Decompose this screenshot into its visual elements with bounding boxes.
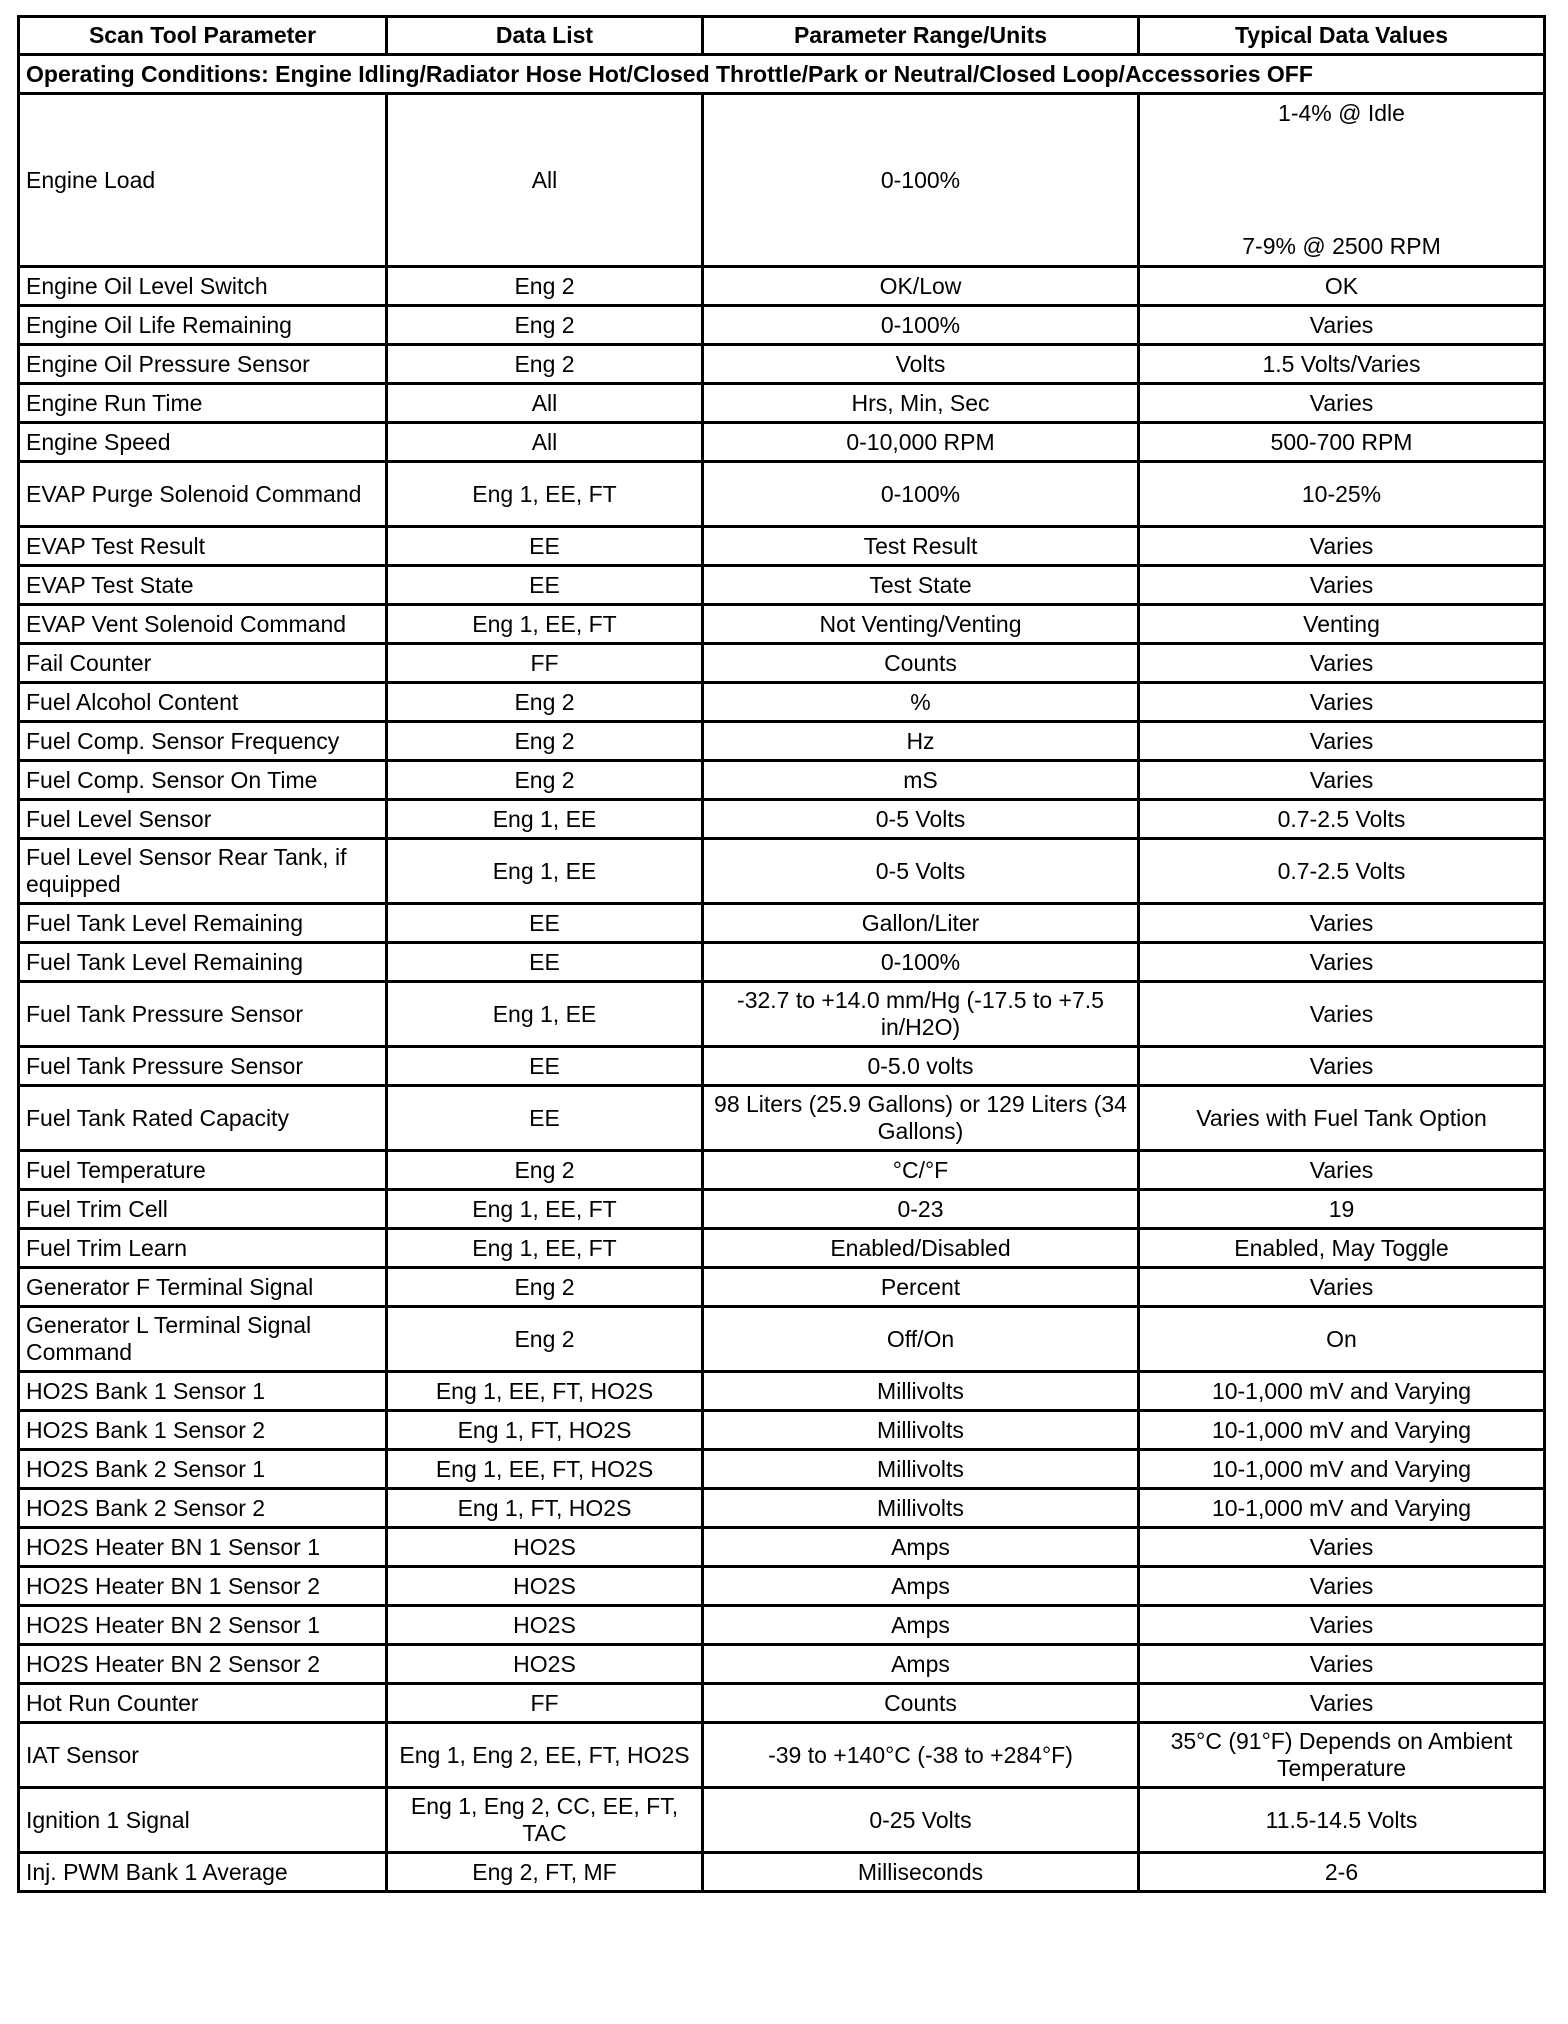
table-row [19,839,1545,904]
data-list-cell: Eng 1, FT, HO2S [387,1489,703,1528]
table-row [19,423,1545,462]
table-row [19,1567,1545,1606]
range-cell: Off/On [703,1307,1139,1372]
range-cell: Not Venting/Venting [703,605,1139,644]
data-list-cell: EE [387,904,703,943]
table-row [19,982,1545,1047]
parameter-cell: Generator L Terminal Signal Command [19,1307,387,1372]
data-list-cell: EE [387,1086,703,1151]
range-cell: OK/Low [703,267,1139,306]
parameter-cell: HO2S Heater BN 1 Sensor 2 [19,1567,387,1606]
parameter-cell: Engine Speed [19,423,387,462]
data-list-cell: Eng 2 [387,267,703,306]
data-list-cell: HO2S [387,1606,703,1645]
typical-cell: Varies [1139,1684,1545,1723]
typical-cell: 0.7-2.5 Volts [1139,800,1545,839]
range-cell: Millivolts [703,1372,1139,1411]
parameter-cell: Fuel Trim Cell [19,1190,387,1229]
range-cell: 0-100% [703,943,1139,982]
typical-cell: Varies [1139,1151,1545,1190]
parameter-cell: HO2S Bank 2 Sensor 2 [19,1489,387,1528]
data-list-cell: HO2S [387,1645,703,1684]
range-cell: 0-5.0 volts [703,1047,1139,1086]
range-cell: Enabled/Disabled [703,1229,1139,1268]
data-list-cell: EE [387,1047,703,1086]
table-row [19,1047,1545,1086]
table-row [19,1528,1545,1567]
range-cell: Millivolts [703,1411,1139,1450]
table-row [19,1411,1545,1450]
data-list-cell: HO2S [387,1528,703,1567]
data-list-cell: Eng 2 [387,1268,703,1307]
range-cell: Counts [703,644,1139,683]
typical-cell: Varies [1139,904,1545,943]
parameter-cell: Generator F Terminal Signal [19,1268,387,1307]
parameter-cell: Fuel Level Sensor [19,800,387,839]
table-row [19,1489,1545,1528]
table-row [19,1606,1545,1645]
range-cell: Volts [703,345,1139,384]
table-row [19,267,1545,306]
range-cell: Millivolts [703,1489,1139,1528]
table-row [19,527,1545,566]
header-parameter: Scan Tool Parameter [19,17,387,55]
typical-cell [1139,94,1545,267]
data-list-cell: All [387,423,703,462]
parameter-cell: HO2S Heater BN 1 Sensor 1 [19,1528,387,1567]
parameter-cell: Engine Oil Life Remaining [19,306,387,345]
data-list-cell: Eng 1, EE, FT [387,605,703,644]
data-list-cell: EE [387,566,703,605]
parameter-cell: Fuel Comp. Sensor On Time [19,761,387,800]
parameter-cell: Fuel Alcohol Content [19,683,387,722]
table-row [19,904,1545,943]
table-row [19,1229,1545,1268]
range-cell: Amps [703,1606,1139,1645]
range-cell: 0-25 Volts [703,1788,1139,1853]
range-cell: -39 to +140°C (-38 to +284°F) [703,1723,1139,1788]
data-list-cell: Eng 1, EE, FT [387,1229,703,1268]
typical-cell: Varies [1139,1645,1545,1684]
data-list-cell: FF [387,644,703,683]
range-cell: 0-100% [703,306,1139,345]
table-row [19,1372,1545,1411]
parameter-cell: Fuel Comp. Sensor Frequency [19,722,387,761]
typical-cell: 10-25% [1139,462,1545,527]
typical-2500-value: 7-9% @ 2500 RPM [1242,233,1441,259]
typical-cell: Varies [1139,306,1545,345]
range-cell: 0-100% [703,94,1139,267]
data-list-cell: Eng 2 [387,1151,703,1190]
parameter-cell: Fail Counter [19,644,387,683]
table-row [19,683,1545,722]
parameter-cell: IAT Sensor [19,1723,387,1788]
range-cell: Hz [703,722,1139,761]
parameter-cell: Engine Oil Level Switch [19,267,387,306]
typical-cell: Varies [1139,982,1545,1047]
data-list-cell: FF [387,1684,703,1723]
parameter-cell: Fuel Level Sensor Rear Tank, if equipped [19,839,387,904]
parameter-cell: HO2S Bank 2 Sensor 1 [19,1450,387,1489]
parameter-cell: Ignition 1 Signal [19,1788,387,1853]
range-cell: Gallon/Liter [703,904,1139,943]
table-row [19,345,1545,384]
range-cell: 98 Liters (25.9 Gallons) or 129 Liters (34 Gallons) [703,1086,1139,1151]
data-list-cell: Eng 2 [387,1307,703,1372]
typical-cell: 10-1,000 mV and Varying [1139,1450,1545,1489]
parameter-cell: Inj. PWM Bank 1 Average [19,1853,387,1892]
range-cell: °C/°F [703,1151,1139,1190]
parameter-cell: EVAP Purge Solenoid Command [19,462,387,527]
data-list-cell: Eng 1, EE, FT, HO2S [387,1372,703,1411]
table-row [19,1190,1545,1229]
parameter-cell: Engine Oil Pressure Sensor [19,345,387,384]
range-cell: Milliseconds [703,1853,1139,1892]
range-cell: Counts [703,1684,1139,1723]
data-list-cell: Eng 1, EE [387,982,703,1047]
data-list-cell: All [387,384,703,423]
typical-cell: Varies [1139,722,1545,761]
data-list-cell: EE [387,527,703,566]
table-row [19,605,1545,644]
typical-cell: Varies with Fuel Tank Option [1139,1086,1545,1151]
typical-cell: Varies [1139,683,1545,722]
typical-cell: 19 [1139,1190,1545,1229]
range-cell: mS [703,761,1139,800]
typical-cell: Varies [1139,644,1545,683]
data-list-cell: EE [387,943,703,982]
parameter-cell: HO2S Bank 1 Sensor 2 [19,1411,387,1450]
range-cell: % [703,683,1139,722]
data-list-cell: Eng 2 [387,722,703,761]
parameter-cell: HO2S Heater BN 2 Sensor 1 [19,1606,387,1645]
table-row [19,1307,1545,1372]
range-cell: Hrs, Min, Sec [703,384,1139,423]
typical-cell: Varies [1139,761,1545,800]
parameter-cell: Fuel Tank Pressure Sensor [19,982,387,1047]
table-row [19,761,1545,800]
range-cell: 0-100% [703,462,1139,527]
parameter-cell: EVAP Vent Solenoid Command [19,605,387,644]
parameter-cell: Fuel Tank Level Remaining [19,943,387,982]
typical-cell: Venting [1139,605,1545,644]
range-cell: Test Result [703,527,1139,566]
typical-cell: Varies [1139,1047,1545,1086]
table-row [19,94,1545,267]
header-range-units: Parameter Range/Units [703,17,1139,55]
typical-cell: Varies [1139,943,1545,982]
parameter-cell: Fuel Temperature [19,1151,387,1190]
table-row [19,1723,1545,1788]
typical-cell: Varies [1139,1606,1545,1645]
parameter-cell: Fuel Tank Pressure Sensor [19,1047,387,1086]
table-row [19,800,1545,839]
scan-tool-data-table [17,15,1546,1893]
data-list-cell: Eng 2 [387,683,703,722]
parameter-cell: EVAP Test State [19,566,387,605]
header-data-list: Data List [387,17,703,55]
parameter-cell: EVAP Test Result [19,527,387,566]
parameter-cell: Engine Load [19,94,387,267]
range-cell: 0-23 [703,1190,1139,1229]
range-cell: 0-5 Volts [703,839,1139,904]
typical-cell: On [1139,1307,1545,1372]
parameter-cell: Hot Run Counter [19,1684,387,1723]
typical-cell: Varies [1139,527,1545,566]
typical-cell: 1.5 Volts/Varies [1139,345,1545,384]
table-row [19,566,1545,605]
header-typical-values: Typical Data Values [1139,17,1545,55]
data-list-cell: Eng 1, Eng 2, EE, FT, HO2S [387,1723,703,1788]
range-cell: Amps [703,1567,1139,1606]
header-row [19,17,1545,55]
range-cell: 0-10,000 RPM [703,423,1139,462]
typical-idle-value: 1-4% @ Idle [1278,100,1405,126]
data-list-cell: Eng 2 [387,345,703,384]
table-row [19,1151,1545,1190]
data-list-cell: Eng 1, FT, HO2S [387,1411,703,1450]
range-cell: -32.7 to +14.0 mm/Hg (-17.5 to +7.5 in/H2O) [703,982,1139,1047]
typical-cell: Varies [1139,384,1545,423]
table-row [19,1268,1545,1307]
typical-cell: 10-1,000 mV and Varying [1139,1489,1545,1528]
typical-cell: 0.7-2.5 Volts [1139,839,1545,904]
typical-cell: OK [1139,267,1545,306]
operating-conditions-row [19,55,1545,94]
table-row [19,644,1545,683]
table-row [19,1788,1545,1853]
parameter-cell: Engine Run Time [19,384,387,423]
data-list-cell: Eng 2 [387,761,703,800]
parameter-cell: HO2S Heater BN 2 Sensor 2 [19,1645,387,1684]
data-list-cell: Eng 1, EE [387,800,703,839]
typical-cell: 10-1,000 mV and Varying [1139,1372,1545,1411]
typical-cell: 35°C (91°F) Depends on Ambient Temperature [1139,1723,1545,1788]
typical-cell: 2-6 [1139,1853,1545,1892]
range-cell: Test State [703,566,1139,605]
typical-cell: 11.5-14.5 Volts [1139,1788,1545,1853]
table-row [19,462,1545,527]
typical-cell: Varies [1139,1268,1545,1307]
table-row [19,1086,1545,1151]
table-row [19,384,1545,423]
typical-cell: Varies [1139,566,1545,605]
operating-conditions: Operating Conditions: Engine Idling/Radiator Hose Hot/Closed Throttle/Park or Neutral/Closed Loop/Accessories OFF [19,55,1545,94]
range-cell: Millivolts [703,1450,1139,1489]
parameter-cell: Fuel Tank Level Remaining [19,904,387,943]
parameter-cell: HO2S Bank 1 Sensor 1 [19,1372,387,1411]
data-list-cell: Eng 2, FT, MF [387,1853,703,1892]
range-cell: Percent [703,1268,1139,1307]
table-row [19,722,1545,761]
range-cell: Amps [703,1528,1139,1567]
parameter-cell: Fuel Tank Rated Capacity [19,1086,387,1151]
data-list-cell: HO2S [387,1567,703,1606]
table-row [19,1645,1545,1684]
typical-cell: 10-1,000 mV and Varying [1139,1411,1545,1450]
table-row [19,1684,1545,1723]
data-list-cell: Eng 1, EE, FT [387,462,703,527]
range-cell: 0-5 Volts [703,800,1139,839]
parameter-cell: Fuel Trim Learn [19,1229,387,1268]
data-list-cell: Eng 2 [387,306,703,345]
typical-cell: Varies [1139,1567,1545,1606]
table-row [19,943,1545,982]
data-list-cell: All [387,94,703,267]
range-cell: Amps [703,1645,1139,1684]
table-row [19,1450,1545,1489]
table-row [19,306,1545,345]
table-row [19,1853,1545,1892]
typical-cell: Enabled, May Toggle [1139,1229,1545,1268]
data-list-cell: Eng 1, EE, FT, HO2S [387,1450,703,1489]
typical-cell: 500-700 RPM [1139,423,1545,462]
typical-cell: Varies [1139,1528,1545,1567]
data-list-cell: Eng 1, Eng 2, CC, EE, FT, TAC [387,1788,703,1853]
data-list-cell: Eng 1, EE [387,839,703,904]
data-list-cell: Eng 1, EE, FT [387,1190,703,1229]
